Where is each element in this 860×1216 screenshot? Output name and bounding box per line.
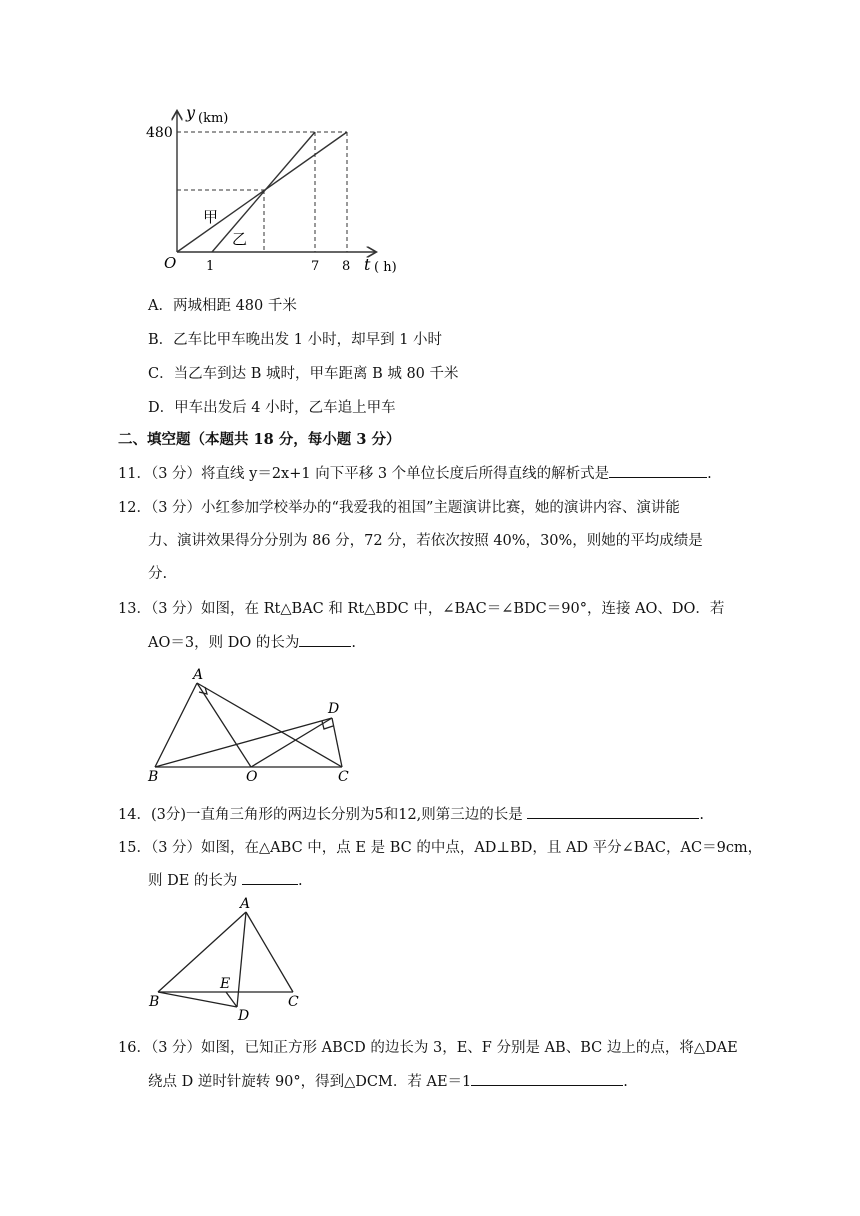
distance-time-graph bbox=[140, 100, 410, 280]
fig13-label-D: D bbox=[328, 701, 340, 717]
question-11-text: 11．（3 分）将直线 y＝2x+1 向下平移 3 个单位长度后所得直线的解析式是 bbox=[118, 466, 610, 482]
seg-AC bbox=[246, 912, 293, 992]
question-13-line1: 13．（3 分）如图，在 Rt△BAC 和 Rt△BDC 中，∠BAC＝∠BDC＝90°，连接 AO、DO．若 bbox=[118, 601, 725, 617]
figure-13 bbox=[140, 660, 370, 785]
question-13-end: . bbox=[351, 635, 356, 651]
fig15-label-C: C bbox=[288, 994, 299, 1010]
answer-blank-16[interactable] bbox=[471, 1071, 623, 1086]
option-b: B．乙车比甲车晚出发 1 小时，却早到 1 小时 bbox=[148, 332, 443, 348]
seg-AO bbox=[197, 683, 251, 767]
fig13-label-C: C bbox=[338, 769, 349, 785]
fig13-label-O: O bbox=[246, 769, 258, 785]
question-16-line2 bbox=[148, 1070, 628, 1091]
answer-blank-15[interactable] bbox=[242, 870, 298, 885]
question-16-line1: 16．（3 分）如图，已知正方形 ABCD 的边长为 3，E、F 分别是 AB、BC 边上的点，将△DAE bbox=[118, 1040, 738, 1056]
origin-label: O bbox=[164, 254, 177, 272]
answer-blank-14[interactable] bbox=[527, 804, 699, 819]
seg-DC bbox=[332, 718, 342, 767]
answer-blank-13[interactable] bbox=[299, 632, 351, 647]
x-tick-7: 7 bbox=[311, 259, 320, 274]
option-a: A．两城相距 480 千米 bbox=[148, 298, 297, 314]
question-11 bbox=[118, 462, 712, 483]
seg-BA bbox=[158, 912, 246, 992]
fig15-label-D: D bbox=[238, 1008, 250, 1022]
question-14-end: . bbox=[699, 807, 704, 823]
y-tick-480: 480 bbox=[146, 125, 173, 141]
question-15-line1: 15．（3 分）如图，在△ABC 中，点 E 是 BC 的中点，AD⊥BD，且 AD 平分∠BAC，AC＝9cm， bbox=[118, 840, 763, 856]
y-axis-label: y bbox=[186, 103, 196, 122]
question-13-text: AO＝3，则 DO 的长为 bbox=[148, 635, 300, 651]
question-15-text: 则 DE 的长为 bbox=[148, 873, 238, 889]
question-15-end: . bbox=[298, 873, 303, 889]
option-d: D．甲车出发后 4 小时，乙车追上甲车 bbox=[148, 400, 396, 416]
figure-15 bbox=[140, 892, 320, 1022]
question-12-line1: 12．（3 分）小红参加学校举办的“我爱我的祖国”主题演讲比赛，她的演讲内容、演讲能 bbox=[118, 500, 680, 516]
fig13-label-B: B bbox=[148, 769, 159, 785]
question-13-line2 bbox=[148, 631, 356, 652]
line-jia bbox=[177, 132, 347, 252]
question-16-end: . bbox=[623, 1074, 628, 1090]
option-c: C．当乙车到达 B 城时，甲车距离 B 城 80 千米 bbox=[148, 366, 459, 382]
right-angle-D bbox=[322, 721, 333, 729]
fig15-label-B: B bbox=[149, 994, 160, 1010]
y-axis-unit: (km) bbox=[198, 111, 229, 126]
fig15-label-A: A bbox=[240, 896, 251, 912]
seg-BD bbox=[158, 992, 237, 1007]
question-11-end: . bbox=[707, 466, 712, 482]
question-14-text: 14．(3分)一直角三角形的两边长分别为5和12,则第三边的长是 bbox=[118, 807, 523, 823]
x-axis-label: t bbox=[364, 255, 371, 274]
section-heading: 二、填空题（本题共 18 分，每小题 3 分） bbox=[118, 431, 401, 448]
seg-BA bbox=[155, 683, 197, 767]
question-12-line3: 分. bbox=[148, 566, 168, 582]
fig13-label-A: A bbox=[193, 667, 204, 683]
x-axis-unit: ( h) bbox=[374, 260, 397, 275]
fig15-label-E: E bbox=[220, 976, 231, 992]
seg-BD bbox=[155, 718, 332, 767]
x-tick-1: 1 bbox=[206, 259, 215, 274]
question-16-text: 绕点 D 逆时针旋转 90°，得到△DCM．若 AE＝1 bbox=[148, 1074, 472, 1090]
question-15-line2 bbox=[148, 869, 303, 890]
question-12-line2: 力、演讲效果得分分别为 86 分，72 分，若依次按照 40%，30%，则她的平均成绩是 bbox=[148, 533, 703, 549]
x-tick-8: 8 bbox=[342, 259, 351, 274]
question-14 bbox=[118, 803, 704, 824]
seg-AD bbox=[237, 912, 246, 1007]
seg-DO bbox=[251, 718, 332, 767]
label-yi: 乙 bbox=[232, 230, 248, 248]
answer-blank-11[interactable] bbox=[609, 463, 707, 478]
label-jia: 甲 bbox=[203, 208, 219, 226]
